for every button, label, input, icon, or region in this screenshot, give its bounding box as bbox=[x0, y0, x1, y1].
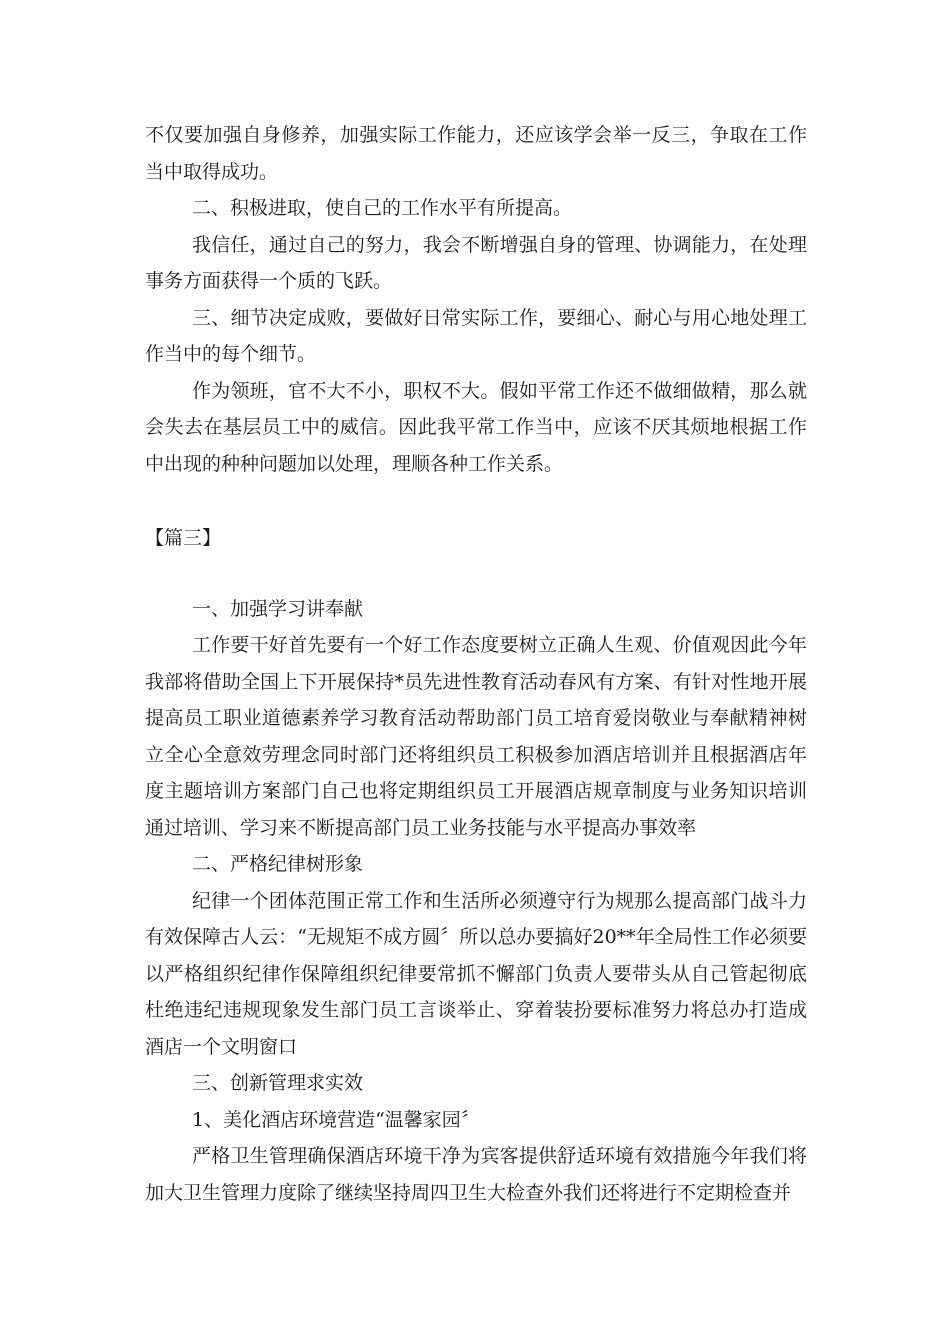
document-page bbox=[145, 117, 807, 1211]
heading-item-2: 二、积极进取，使自己的工作水平有所提高。 bbox=[192, 197, 573, 219]
subheading-3: 三、创新管理求实效 bbox=[192, 1072, 364, 1094]
subheading-1: 一、加强学习讲奉献 bbox=[192, 597, 364, 620]
paragraph: 纪律一个团体范围正常工作和生活所必须遵守行为规那么提高部门战斗力有效保障古人云：“无规矩不成方圆〞所以总办要搞好20**年全局性工作必须要以严格组织纪律作保障组织纪律要常抓不懈部门负责人要带头从自己管起彻底杜绝违纪违规现象发生部门员工言谈举止、穿着装扮要标准努力将总办打造成酒店一个文明窗口 bbox=[145, 889, 807, 1058]
paragraph: 严格卫生管理确保酒店环境干净为宾客提供舒适环境有效措施今年我们将加大卫生管理力度除了继续坚持周四卫生大检查外我们还将进行不定期检查并 bbox=[145, 1145, 807, 1204]
paragraph-continuation: 不仅要加强自身修养，加强实际工作能力，还应该学会举一反三，争取在工作当中取得成功。 bbox=[145, 124, 807, 183]
paragraph: 我信任，通过自己的努力，我会不断增强自身的管理、协调能力，在处理事务方面获得一个质的飞跃。 bbox=[145, 233, 807, 292]
paragraph: 工作要干好首先要有一个好工作态度要树立正确人生观、价值观因此今年我部将借助全国上下开展保持*员先进性教育活动春风有方案、有针对性地开展提高员工职业道德素养学习教育活动帮助部门员工培育爱岗敬业与奉献精神树立全心全意效劳理念同时部门还将组织员工积极参加酒店培训并且根据酒店年度主题培训方案部门自己也将定期组织员工开展酒店规章制度与业务知识培训通过培训、学习来不断提高部门员工业务技能与水平提高办事效率 bbox=[145, 634, 807, 839]
paragraph: 作为领班，官不大不小，职权不大。假如平常工作还不做细做精，那么就会失去在基层员工中的威信。因此我平常工作当中，应该不厌其烦地根据工作中出现的种种问题加以处理，理顺各种工作关系。 bbox=[145, 379, 807, 475]
subheading-2: 二、严格纪律树形象 bbox=[192, 853, 364, 875]
spacer bbox=[145, 557, 807, 591]
spacer bbox=[145, 482, 807, 520]
heading-item-3: 三、细节决定成败，要做好日常实际工作，要细心、耐心与用心地处理工作当中的每个细节。 bbox=[145, 306, 807, 365]
section-title: 【篇三】 bbox=[145, 527, 222, 549]
sub-item-1: 1、美化酒店环境营造“温馨家园〞 bbox=[192, 1108, 480, 1131]
